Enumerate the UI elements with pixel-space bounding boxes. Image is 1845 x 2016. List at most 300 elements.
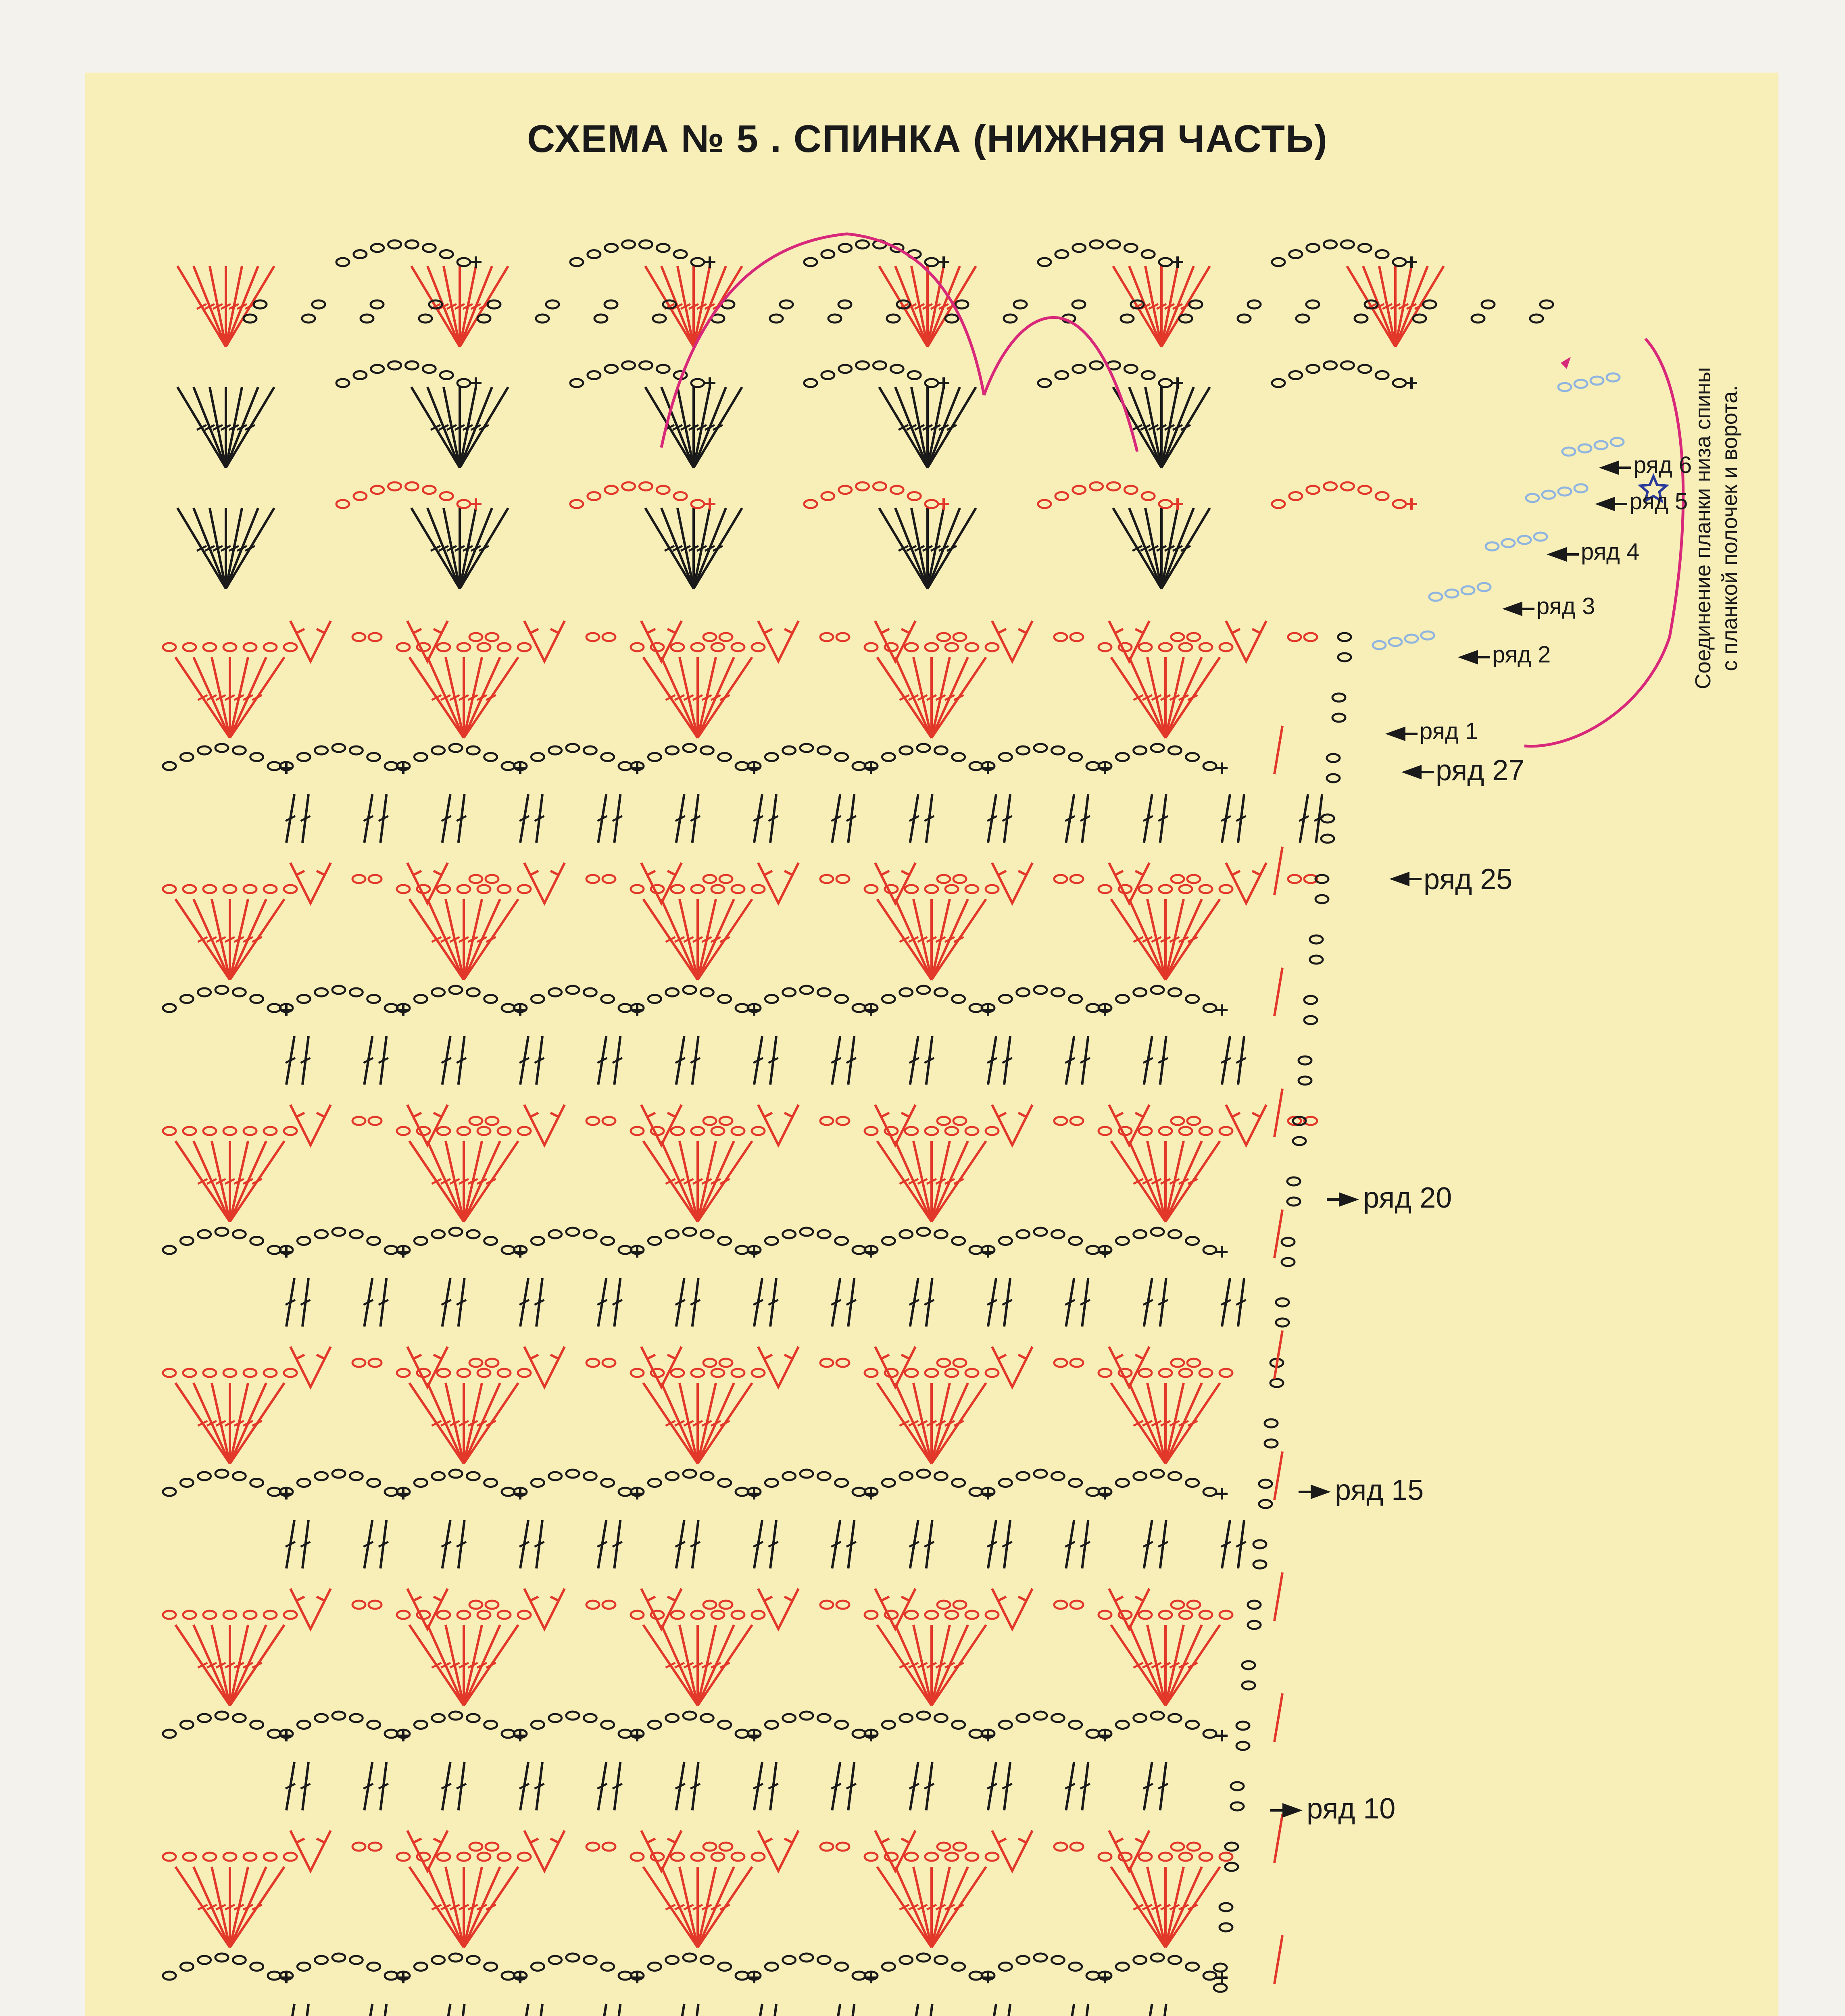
chain-stitch: [588, 250, 600, 258]
chain-stitch: [817, 1714, 830, 1722]
chain-stitch: [752, 643, 765, 651]
chain-stitch: [853, 1488, 865, 1496]
chain-stitch: [203, 885, 216, 893]
v-stitch: [1109, 1831, 1149, 1871]
single-crochet: [632, 1246, 643, 1258]
v-stitch: [407, 1105, 448, 1145]
chain-stitch: [700, 1956, 713, 1964]
chain-stitch: [332, 744, 345, 752]
chain-stitch: [671, 643, 684, 651]
chain-stitch: [736, 1246, 748, 1254]
chain-stitch: [856, 482, 869, 490]
chain-stitch: [1199, 885, 1212, 893]
chain-stitch: [965, 1611, 978, 1619]
chain-stitch: [1259, 1500, 1272, 1508]
single-crochet: [1172, 377, 1183, 389]
chain-stitch: [1220, 1923, 1232, 1931]
chain-stitch: [836, 1117, 849, 1125]
chain-stitch: [1171, 1843, 1184, 1851]
chain-stitch: [703, 1843, 716, 1851]
chain-stitch: [601, 753, 614, 761]
chain-stitch: [198, 1472, 211, 1480]
chain-stitch: [385, 1004, 398, 1012]
chain-stitch: [457, 643, 470, 651]
chain-stitch: [657, 486, 669, 494]
v-stitch: [290, 863, 331, 903]
single-crochet: [398, 1730, 409, 1741]
v-stitch: [758, 1347, 798, 1387]
chain-stitch: [1393, 500, 1406, 508]
chain-stitch: [198, 988, 211, 996]
chain-stitch: [1134, 1230, 1147, 1238]
chain-stitch: [1159, 1369, 1172, 1377]
chain-stitch: [856, 361, 869, 369]
v-stitch: [290, 621, 331, 661]
chain-stitch: [639, 482, 652, 490]
chain-stitch: [631, 1127, 644, 1135]
chain-stitch: [1072, 300, 1085, 308]
chain-stitch: [163, 1246, 176, 1254]
double-crochet: [364, 2004, 372, 2016]
chain-stitch: [1307, 365, 1320, 373]
v-stitch: [524, 1347, 565, 1387]
chain-stitch: [469, 875, 482, 883]
chain-stitch: [820, 1359, 833, 1367]
chain-stitch: [1134, 988, 1147, 996]
v-stitch: [1109, 1347, 1149, 1387]
chain-stitch: [1526, 494, 1539, 502]
chain-stitch: [1461, 586, 1474, 594]
chain-stitch: [584, 988, 596, 996]
chain-stitch: [718, 1479, 731, 1487]
chain-stitch: [887, 314, 900, 323]
chain-stitch: [484, 1721, 497, 1729]
chain-stitch: [683, 744, 696, 752]
chain-stitch: [648, 753, 661, 761]
chain-stitch: [198, 746, 211, 754]
double-crochet: [442, 2004, 450, 2016]
side-note-line1: Соединение планки низа спины: [1691, 367, 1715, 689]
chain-stitch: [719, 633, 732, 641]
chain-stitch: [350, 988, 363, 996]
chain-stitch: [594, 314, 607, 323]
chain-stitch: [1186, 1963, 1199, 1971]
chain-stitch: [1099, 1611, 1111, 1619]
chain-stitch: [986, 1369, 999, 1377]
chain-stitch: [839, 365, 852, 373]
chain-stitch: [882, 1963, 895, 1971]
chain-stitch: [440, 250, 453, 258]
chain-stitch: [999, 1479, 1012, 1487]
chain-stitch: [925, 1369, 938, 1377]
chain-stitch: [691, 500, 704, 508]
chain-stitch: [297, 1963, 310, 1971]
chain-stitch: [711, 643, 724, 651]
single-crochet: [632, 762, 643, 774]
chain-stitch: [1116, 1479, 1129, 1487]
chain-stitch: [1168, 746, 1181, 754]
chain-stitch: [1304, 633, 1317, 641]
chain-stitch: [602, 1843, 615, 1851]
row-label-20: ряд 20: [1363, 1182, 1452, 1214]
chain-stitch: [882, 995, 895, 1003]
chain-stitch: [350, 746, 363, 754]
chain-stitch: [934, 1230, 947, 1238]
chain-stitch: [934, 746, 947, 754]
chain-stitch: [853, 1972, 865, 1980]
chain-stitch: [1242, 1661, 1255, 1669]
single-crochet: [398, 1246, 409, 1258]
chain-stitch: [1199, 643, 1212, 651]
single-crochet: [938, 498, 949, 510]
row-label-r2-top: ряд 2: [1492, 641, 1551, 668]
chain-stitch: [1038, 379, 1051, 387]
chain-stitch: [1558, 383, 1571, 391]
chain-stitch: [945, 885, 958, 893]
chain-stitch: [244, 1853, 256, 1861]
chain-stitch: [477, 1611, 490, 1619]
chain-stitch: [180, 1963, 193, 1971]
chain-stitch: [549, 988, 562, 996]
chain-stitch: [1099, 1369, 1111, 1377]
chain-stitch: [397, 1853, 410, 1861]
chain-stitch: [584, 1472, 596, 1480]
chain-stitch: [1421, 631, 1434, 639]
chain-stitch: [890, 365, 903, 373]
chain-stitch: [250, 1237, 263, 1245]
chain-stitch: [1159, 379, 1172, 387]
chain-stitch: [1179, 643, 1192, 651]
chain-stitch: [1171, 1601, 1184, 1609]
chain-stitch: [900, 1230, 913, 1238]
chain-stitch: [666, 1230, 679, 1238]
chain-stitch: [570, 500, 583, 508]
edge-stitch: [1274, 1210, 1282, 1258]
chain-stitch: [531, 995, 544, 1003]
chain-stitch: [1017, 746, 1030, 754]
chain-stitch: [1179, 1369, 1192, 1377]
single-crochet: [398, 1004, 409, 1016]
chain-stitch: [502, 1972, 515, 1980]
chain-stitch: [163, 1488, 176, 1496]
chain-stitch: [432, 1714, 445, 1722]
chain-stitch: [1306, 300, 1319, 308]
chain-stitch: [566, 1470, 579, 1478]
chain-stitch: [856, 240, 869, 248]
chain-stitch: [865, 1853, 878, 1861]
chain-stitch: [203, 1127, 216, 1135]
chain-stitch: [268, 1730, 281, 1738]
chain-stitch: [354, 492, 367, 500]
chain-stitch: [284, 1127, 297, 1135]
row-label-25: ряд 25: [1424, 863, 1513, 896]
chain-stitch: [648, 1963, 661, 1971]
edge-stitch: [1274, 1693, 1282, 1742]
chain-stitch: [1086, 1004, 1099, 1012]
single-crochet: [748, 1004, 760, 1016]
chain-stitch: [502, 762, 515, 770]
row-label-15: ряд 15: [1335, 1474, 1424, 1506]
row-label-r1-top: ряд 1: [1420, 718, 1478, 744]
v-stitch: [641, 1105, 682, 1145]
chain-stitch: [1051, 1230, 1064, 1238]
chain-stitch: [1299, 1056, 1311, 1064]
chain-stitch: [905, 1611, 918, 1619]
single-crochet: [1172, 256, 1183, 268]
v-stitch: [641, 863, 682, 903]
chain-stitch: [354, 371, 367, 379]
chain-stitch: [449, 986, 462, 994]
chain-stitch: [1272, 258, 1285, 266]
chain-stitch: [1199, 1369, 1212, 1377]
chain-stitch: [765, 753, 778, 761]
chain-stitch: [1017, 1956, 1030, 1964]
chain-stitch: [1327, 754, 1340, 762]
single-crochet: [281, 1730, 292, 1741]
chain-stitch: [498, 1369, 511, 1377]
chain-stitch: [820, 875, 833, 883]
chain-stitch: [1542, 491, 1555, 499]
single-crochet: [748, 1488, 760, 1500]
chain-stitch: [1014, 300, 1027, 308]
v-stitch: [641, 1589, 682, 1629]
chain-stitch: [882, 1479, 895, 1487]
chain-stitch: [732, 643, 744, 651]
chain-stitch: [718, 1721, 731, 1729]
chain-stitch: [1055, 492, 1068, 500]
chain-stitch: [570, 379, 583, 387]
double-crochet: [848, 2004, 854, 2016]
v-stitch: [407, 1589, 448, 1629]
chain-stitch: [1159, 500, 1172, 508]
chain-stitch: [457, 885, 470, 893]
chain-stitch: [284, 885, 297, 893]
chain-stitch: [736, 1004, 748, 1012]
chain-stitch: [969, 762, 982, 770]
chain-stitch: [250, 1479, 263, 1487]
chain-stitch: [352, 875, 365, 883]
chain-stitch: [783, 746, 796, 754]
chain-stitch: [900, 1472, 913, 1480]
chain-stitch: [1171, 1359, 1184, 1367]
chain-stitch: [549, 1230, 562, 1238]
chain-stitch: [820, 1843, 833, 1851]
chain-stitch: [1168, 1230, 1181, 1238]
chain-stitch: [999, 995, 1012, 1003]
single-crochet: [515, 1488, 526, 1500]
chain-stitch: [1199, 1853, 1212, 1861]
chain-stitch: [953, 1601, 966, 1609]
chain-stitch: [183, 885, 196, 893]
v-stitch: [758, 1831, 798, 1871]
chain-stitch: [1253, 1540, 1266, 1548]
chain-stitch: [691, 258, 704, 266]
chain-stitch: [820, 1601, 833, 1609]
chain-stitch: [486, 1359, 498, 1367]
chain-stitch: [484, 1237, 497, 1245]
scallop-arc: [984, 317, 1137, 452]
chain-stitch: [804, 379, 817, 387]
chain-stitch: [619, 1730, 632, 1738]
chain-stitch: [268, 1972, 281, 1980]
chain-stitch: [1034, 1712, 1047, 1720]
single-crochet: [1099, 1972, 1111, 1983]
chain-stitch: [905, 1127, 918, 1135]
chain-stitch: [1054, 1117, 1067, 1125]
chain-stitch: [432, 1956, 445, 1964]
chain-stitch: [718, 1237, 731, 1245]
chain-stitch: [549, 1956, 562, 1964]
chain-stitch: [1142, 371, 1155, 379]
marker-triangle: [1561, 357, 1571, 369]
chain-stitch: [1296, 314, 1309, 323]
single-crochet: [704, 256, 715, 268]
chain-stitch: [865, 1127, 878, 1135]
chain-stitch: [467, 1230, 479, 1238]
v-stitch: [875, 1589, 915, 1629]
chain-stitch: [952, 1721, 965, 1729]
chain-stitch: [414, 1721, 427, 1729]
chain-stitch: [639, 361, 652, 369]
chain-stitch: [1124, 365, 1137, 373]
double-crochet: [910, 2004, 918, 2016]
chain-stitch: [1578, 444, 1591, 452]
chain-stitch: [1389, 638, 1402, 646]
chain-stitch: [477, 1369, 490, 1377]
chain-stitch: [469, 1601, 482, 1609]
chain-stitch: [163, 1972, 176, 1980]
chain-stitch: [264, 1853, 277, 1861]
chain-stitch: [467, 988, 479, 996]
single-crochet: [515, 762, 526, 774]
chain-stitch: [1253, 1560, 1266, 1568]
chain-stitch: [1574, 484, 1587, 492]
chain-stitch: [800, 744, 813, 752]
v-stitch: [407, 863, 448, 903]
chain-stitch: [817, 988, 830, 996]
chain-stitch: [1124, 486, 1137, 494]
chain-stitch: [952, 995, 965, 1003]
single-crochet: [470, 498, 482, 510]
chain-stitch: [765, 995, 778, 1003]
chain-stitch: [1186, 995, 1199, 1003]
chain-stitch: [1236, 1742, 1249, 1750]
chain-stitch: [586, 1601, 599, 1609]
chain-stitch: [566, 1228, 579, 1236]
chain-stitch: [1270, 1379, 1283, 1387]
chain-stitch: [332, 1470, 345, 1478]
chain-stitch: [1405, 635, 1418, 643]
chain-stitch: [1288, 633, 1301, 641]
chain-stitch: [369, 633, 382, 641]
chain-stitch: [385, 1730, 398, 1738]
chain-stitch: [1203, 1004, 1216, 1012]
chain-stitch: [1034, 986, 1047, 994]
chain-stitch: [531, 753, 544, 761]
chain-stitch: [437, 1369, 450, 1377]
chain-stitch: [765, 1963, 778, 1971]
chain-stitch: [1265, 1419, 1278, 1427]
chain-stitch: [1038, 500, 1051, 508]
chain-stitch: [284, 1611, 297, 1619]
chain-stitch: [732, 1369, 744, 1377]
chain-stitch: [268, 1488, 281, 1496]
chain-stitch: [969, 1972, 982, 1980]
chain-stitch: [765, 1237, 778, 1245]
single-crochet: [704, 377, 715, 389]
chain-stitch: [835, 1237, 848, 1245]
single-crochet: [1099, 1730, 1111, 1741]
chain-stitch: [1139, 885, 1152, 893]
chain-stitch: [653, 314, 666, 323]
chain-stitch: [1203, 762, 1216, 770]
chain-stitch: [900, 1714, 913, 1722]
chain-stitch: [703, 875, 716, 883]
chain-stitch: [732, 1853, 744, 1861]
chain-stitch: [945, 1611, 958, 1619]
double-crochet: [459, 2004, 465, 2016]
chain-stitch: [1171, 875, 1184, 883]
chain-stitch: [385, 762, 398, 770]
chain-stitch: [546, 300, 559, 308]
chain-stitch: [1478, 583, 1491, 591]
double-crochet: [1082, 2004, 1088, 2016]
chain-stitch: [752, 1611, 765, 1619]
chain-stitch: [770, 314, 783, 323]
chain-stitch: [836, 633, 849, 641]
chain-stitch: [1054, 1359, 1067, 1367]
chain-stitch: [711, 1127, 724, 1135]
single-crochet: [982, 1004, 994, 1016]
chain-stitch: [937, 1359, 950, 1367]
chain-stitch: [203, 643, 216, 651]
edge-stitch: [1274, 1089, 1282, 1137]
chain-stitch: [385, 1246, 398, 1254]
chain-stitch: [584, 1956, 596, 1964]
chain-stitch: [969, 1004, 982, 1012]
chain-stitch: [900, 746, 913, 754]
chain-stitch: [297, 1237, 310, 1245]
single-crochet: [748, 1246, 760, 1258]
chain-stitch: [873, 361, 886, 369]
chain-stitch: [622, 240, 635, 248]
chain-stitch: [1073, 486, 1086, 494]
chain-stitch: [268, 1004, 281, 1012]
chain-stitch: [666, 1714, 679, 1722]
chain-stitch: [332, 986, 345, 994]
chain-stitch: [1341, 482, 1354, 490]
chain-stitch: [835, 1721, 848, 1729]
chain-stitch: [820, 633, 833, 641]
chain-stitch: [631, 1611, 644, 1619]
chain-stitch: [198, 1714, 211, 1722]
single-crochet: [1099, 1246, 1111, 1258]
chain-stitch: [648, 1237, 661, 1245]
chain-stitch: [549, 746, 562, 754]
chain-stitch: [233, 988, 246, 996]
chain-stitch: [1287, 1177, 1300, 1185]
single-crochet: [515, 1246, 526, 1258]
chain-stitch: [1086, 1730, 1099, 1738]
double-crochet: [1066, 2004, 1074, 2016]
chain-stitch: [584, 1714, 596, 1722]
chain-stitch: [223, 1611, 236, 1619]
chain-stitch: [486, 1601, 498, 1609]
chain-stitch: [1090, 240, 1103, 248]
chain-stitch: [183, 1369, 196, 1377]
arrow-right-icon: [1282, 1803, 1303, 1818]
chain-stitch: [432, 1230, 445, 1238]
